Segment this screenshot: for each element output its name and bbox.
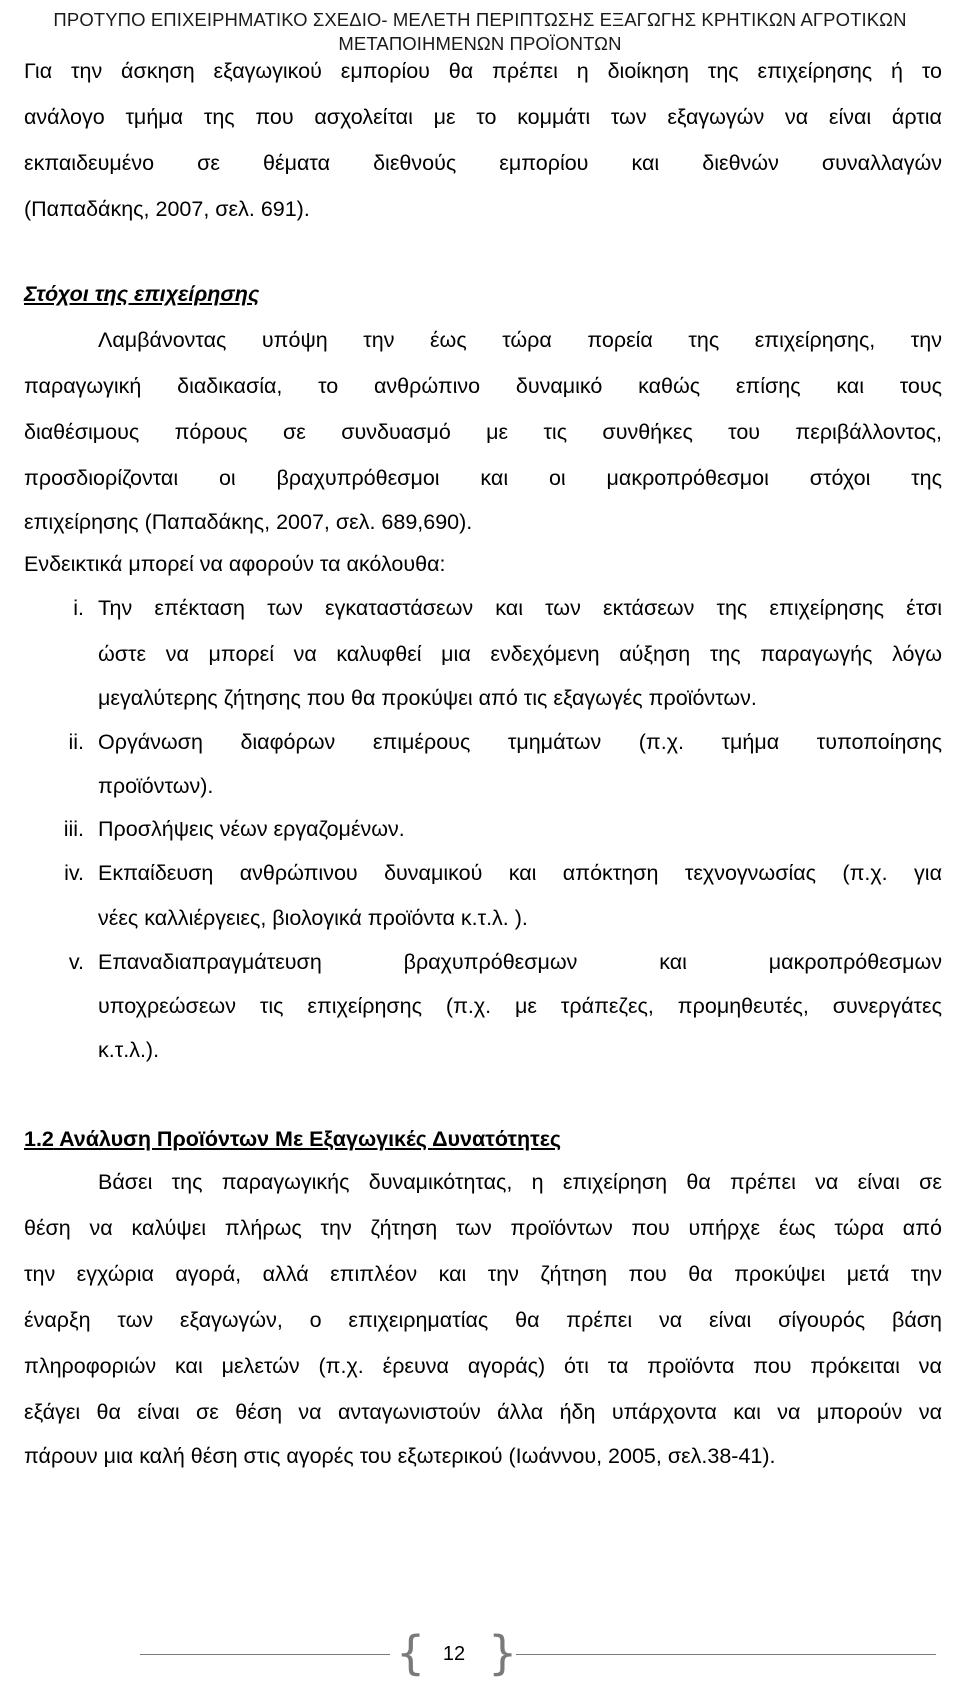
page-number: 12 <box>442 1643 466 1665</box>
section-line-4: έναρξη των εξαγωγών, ο επιχειρηματίας θα πρέπει να είναι σίγουρός βάση <box>24 1308 942 1332</box>
intro-line-3: εκπαιδευμένο σε θέματα διεθνούς εμπορίου και διεθνών συναλλαγών <box>24 151 942 175</box>
left-brace-icon: { <box>396 1626 426 1680</box>
list-item-line: Εκπαίδευση ανθρώπινου δυναμικού και απόκτηση τεχνογνωσίας (π.χ. για <box>98 861 942 885</box>
footer-rule-right <box>516 1654 936 1655</box>
goals-lead: Ενδεικτικά μπορεί να αφορούν τα ακόλουθα: <box>24 552 446 576</box>
section-number: 1.2 <box>24 1127 54 1151</box>
list-item-number: ii. <box>68 730 84 754</box>
header-line-1: ΠΡΟΤΥΠΟ ΕΠΙΧΕΙΡΗΜΑΤΙΚΟ ΣΧΕΔΙΟ- ΜΕΛΕΤΗ ΠΕΡΙΠΤΩΣΗΣ ΕΞΑΓΩΓΗΣ ΚΡΗΤΙΚΩΝ ΑΓΡΟΤΙΚΩΝ <box>53 9 907 30</box>
list-item-line: κ.τ.λ.). <box>98 1038 160 1062</box>
goals-line-2: παραγωγική διαδικασία, το ανθρώπινο δυναμικό καθώς επίσης και τους <box>24 374 942 398</box>
list-item-number: iii. <box>63 817 84 841</box>
goals-line-4: προσδιορίζονται οι βραχυπρόθεσμοι και οι μακροπρόθεσμοι στόχοι της <box>24 466 942 490</box>
list-item-line: Την επέκταση των εγκαταστάσεων και των εκτάσεων της επιχείρησης έτσι <box>98 596 942 620</box>
list-item-line: Προσλήψεις νέων εργαζομένων. <box>98 817 405 841</box>
list-item-number: i. <box>73 596 84 620</box>
list-item-number: v. <box>68 950 84 974</box>
goals-line-5: επιχείρησης (Παπαδάκης, 2007, σελ. 689,690). <box>24 510 473 534</box>
footer-rule-left <box>140 1654 390 1655</box>
section-line-7: πάρουν μια καλή θέση στις αγορές του εξωτερικού (Ιωάννου, 2005, σελ.38-41). <box>24 1444 776 1468</box>
section-line-2: θέση να καλύψει πλήρως την ζήτηση των προϊόντων που υπήρχε έως τώρα από <box>24 1216 942 1240</box>
intro-line-1: Για την άσκηση εξαγωγικού εμπορίου θα πρέπει η διοίκηση της επιχείρησης ή το <box>24 59 942 83</box>
list-item-line: υποχρεώσεων τις επιχείρησης (π.χ. με τράπεζες, προμηθευτές, συνεργάτες <box>98 994 942 1018</box>
section-title-part-a: Ανάλυση Προϊόντων Με Εξαγωγικές <box>53 1127 433 1151</box>
list-item-number: iv. <box>64 861 84 885</box>
list-item-line: νέες καλλιέργειες, βιολογικά προϊόντα κ.τ.λ. ). <box>98 906 528 930</box>
section-line-6: εξάγει θα είναι σε θέση να ανταγωνιστούν άλλα ήδη υπάρχοντα και να μπορούν να <box>24 1400 942 1424</box>
page-footer <box>0 1624 960 1684</box>
section-title-part-b: Δυνατότητες <box>432 1127 562 1151</box>
list-item-line: προϊόντων). <box>98 774 214 798</box>
running-header <box>0 8 960 56</box>
section-heading <box>24 1125 561 1153</box>
right-brace-icon: } <box>488 1626 518 1680</box>
list-item-line: μεγαλύτερης ζήτησης που θα προκύψει από τις εξαγωγές προϊόντων. <box>98 686 757 710</box>
goals-line-1: Λαμβάνοντας υπόψη την έως τώρα πορεία της επιχείρησης, την <box>98 328 942 352</box>
section-line-3: την εγχώρια αγορά, αλλά επιπλέον και την ζήτηση που θα προκύψει μετά την <box>24 1262 942 1286</box>
goals-line-3: διαθέσιμους πόρους σε συνδυασμό με τις συνθήκες του περιβάλλοντος, <box>24 420 942 444</box>
list-item-line: Οργάνωση διαφόρων επιμέρους τμημάτων (π.χ. τμήμα τυποποίησης <box>98 730 942 754</box>
goals-heading: Στόχοι της επιχείρησης <box>24 282 260 306</box>
list-item-line: ώστε να μπορεί να καλυφθεί μια ενδεχόμενη αύξηση της παραγωγής λόγω <box>98 642 942 666</box>
intro-line-2: ανάλογο τμήμα της που ασχολείται με το κομμάτι των εξαγωγών να είναι άρτια <box>24 105 942 129</box>
header-line-2: ΜΕΤΑΠΟΙΗΜΕΝΩΝ ΠΡΟΪΟΝΤΩΝ <box>338 33 622 54</box>
section-line-1: Βάσει της παραγωγικής δυναμικότητας, η επιχείρηση θα πρέπει να είναι σε <box>98 1170 942 1194</box>
section-line-5: πληροφοριών και μελετών (π.χ. έρευνα αγοράς) ότι τα προϊόντα που πρόκειται να <box>24 1354 942 1378</box>
list-item-line: Επαναδιαπραγμάτευση βραχυπρόθεσμων και μακροπρόθεσμων <box>98 950 942 974</box>
intro-line-4: (Παπαδάκης, 2007, σελ. 691). <box>24 197 310 221</box>
